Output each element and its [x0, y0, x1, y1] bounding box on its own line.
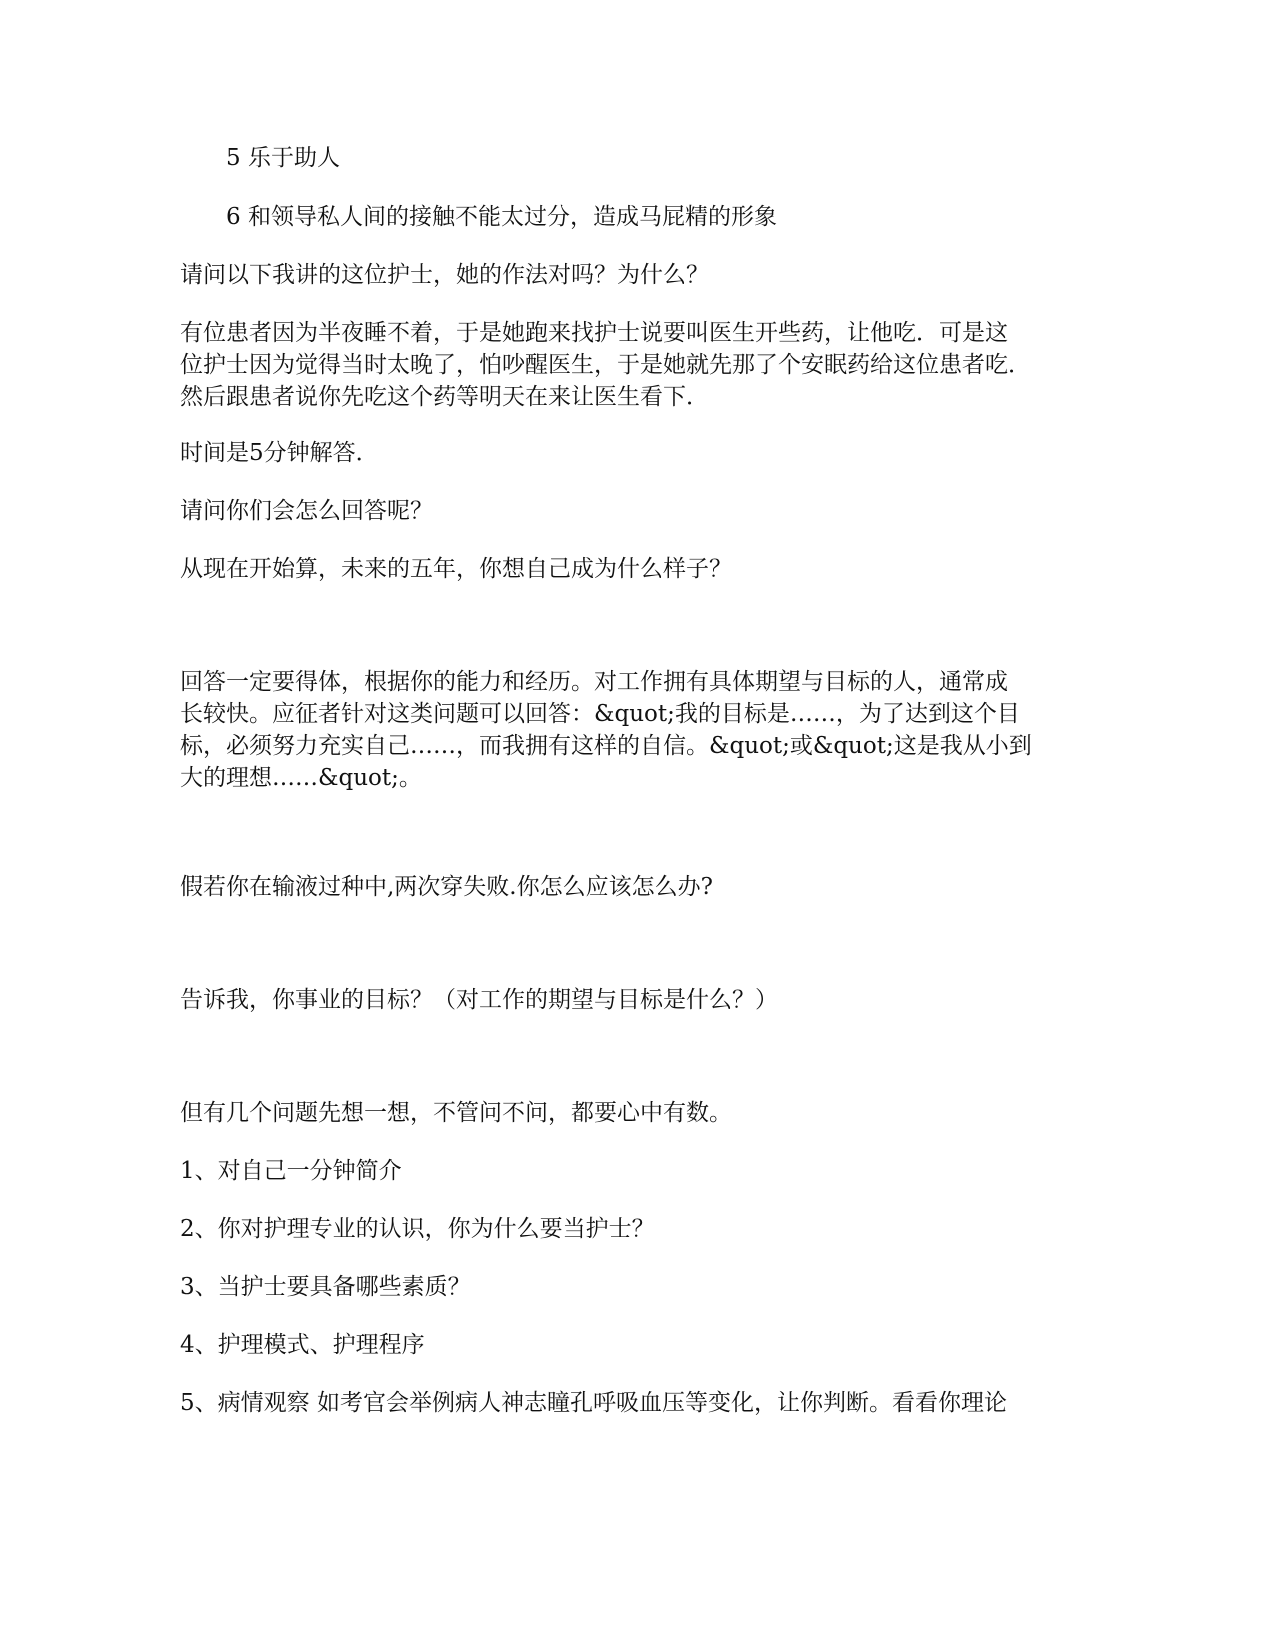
answer-paragraph [180, 666, 1060, 794]
item-6-leader-contact: 6 和领导私人间的接触不能太过分，造成马屁精的形象 [226, 204, 777, 230]
think-first: 但有几个问题先想一想，不管问不问，都要心中有数。 [180, 1100, 732, 1126]
ask-answer: 请问你们会怎么回答呢？ [180, 498, 433, 524]
infusion-question: 假若你在输液过种中,两次穿失败.你怎么应该怎么办? [180, 874, 713, 900]
list-item: 2、你对护理专业的认识，你为什么要当护士？ [180, 1216, 655, 1242]
five-years-question: 从现在开始算，未来的五年，你想自己成为什么样子？ [180, 556, 732, 582]
answer-line: 长较快。应征者针对这类问题可以回答：&quot;我的目标是……，为了达到这个目 [180, 701, 1020, 727]
item-5-help-others: 5 乐于助人 [226, 145, 340, 171]
time-limit: 时间是5分钟解答． [180, 440, 379, 466]
answer-line: 标，必须努力充实自己……，而我拥有这样的自信。&quot;或&quot;这是我从小到 [180, 733, 1032, 759]
list-item: 3、当护士要具备哪些素质？ [180, 1274, 471, 1300]
story-line: 有位患者因为半夜睡不着，于是她跑来找护士说要叫医生开些药，让他吃．可是这 [180, 320, 1008, 346]
answer-line: 回答一定要得体，根据你的能力和经历。对工作拥有具体期望与目标的人，通常成 [180, 669, 1008, 695]
list-item: 4、护理模式、护理程序 [180, 1332, 425, 1358]
story-paragraph [180, 317, 1060, 413]
answer-line: 大的理想……&quot;。 [180, 765, 422, 791]
list-item: 5、病情观察 如考官会举例病人神志瞳孔呼吸血压等变化，让你判断。看看你理论 [180, 1390, 1007, 1416]
story-line: 位护士因为觉得当时太晚了，怕吵醒医生，于是她就先那了个安眠药给这位患者吃． [180, 352, 1031, 378]
story-line: 然后跟患者说你先吃这个药等明天在来让医生看下． [180, 384, 709, 410]
career-goal-question: 告诉我，你事业的目标？（对工作的期望与目标是什么？） [180, 987, 778, 1013]
list-item: 1、对自己一分钟简介 [180, 1158, 402, 1184]
question-nurse: 请问以下我讲的这位护士，她的作法对吗？为什么？ [180, 262, 709, 288]
